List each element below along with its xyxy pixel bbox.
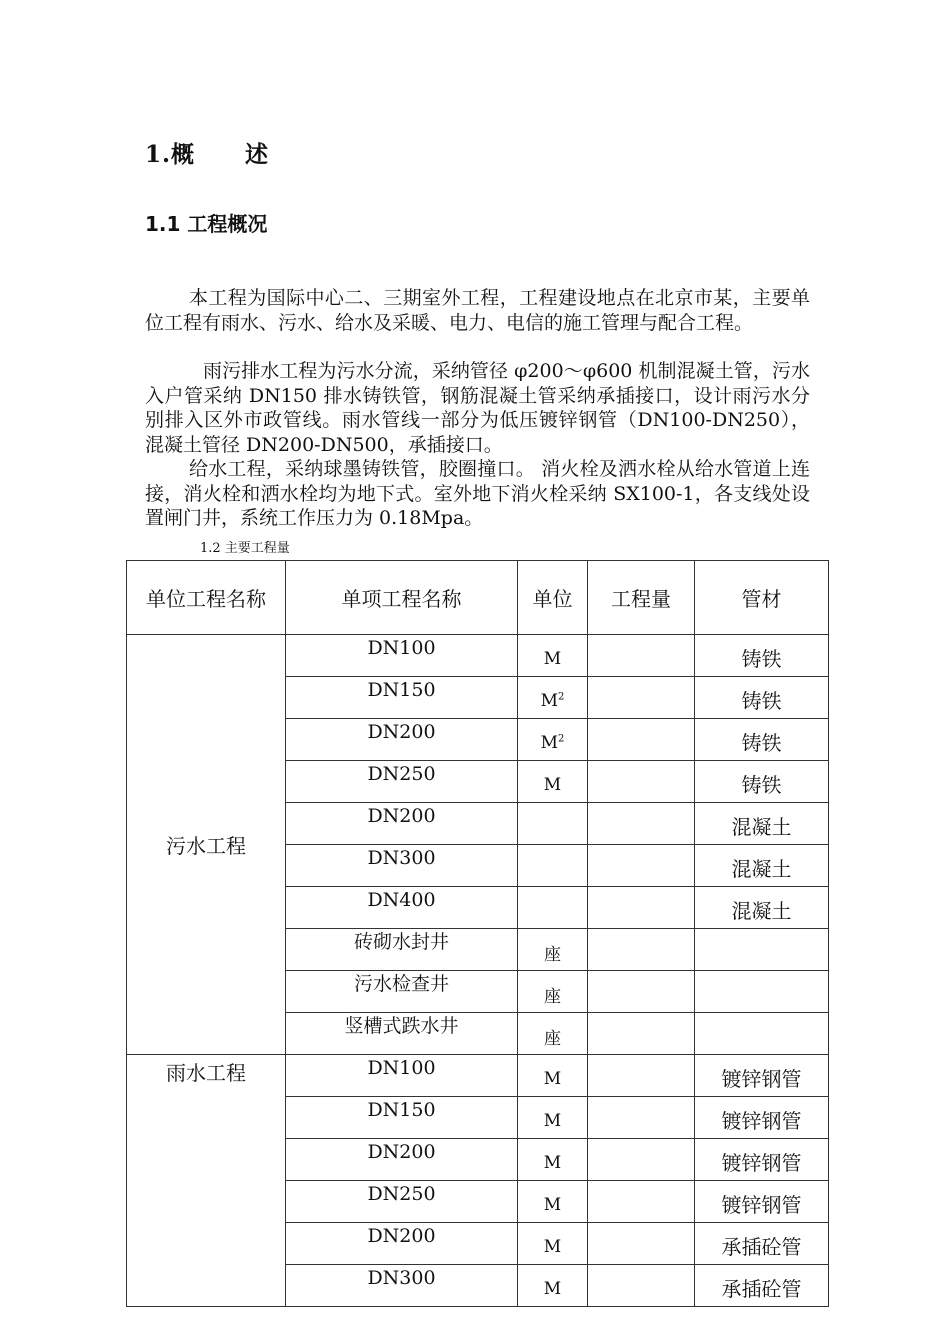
material-cell: 铸铁 bbox=[695, 719, 829, 761]
unit-superscript: 2 bbox=[558, 690, 565, 702]
material-cell: 混凝土 bbox=[695, 803, 829, 845]
material-cell bbox=[695, 971, 829, 1013]
column-header: 单项工程名称 bbox=[286, 561, 518, 635]
unit-cell bbox=[518, 1139, 588, 1181]
quantity-cell bbox=[588, 929, 695, 971]
quantity-cell bbox=[588, 1097, 695, 1139]
unit-text: 座 bbox=[544, 1029, 561, 1049]
group-name-cell: 污水工程 bbox=[127, 635, 286, 1055]
quantity-cell bbox=[588, 1181, 695, 1223]
quantity-cell bbox=[588, 1139, 695, 1181]
quantity-cell bbox=[588, 887, 695, 929]
item-cell: DN200 bbox=[286, 1139, 518, 1181]
item-cell: DN200 bbox=[286, 803, 518, 845]
item-cell: DN250 bbox=[286, 1181, 518, 1223]
item-cell: DN250 bbox=[286, 761, 518, 803]
column-header: 工程量 bbox=[588, 561, 695, 635]
unit-text: 座 bbox=[544, 945, 561, 965]
paragraph-drainage bbox=[145, 359, 810, 457]
unit-cell bbox=[518, 1181, 588, 1223]
quantity-cell bbox=[588, 971, 695, 1013]
table-caption: 1.2 主要工程量 bbox=[200, 541, 290, 556]
column-header: 管材 bbox=[695, 561, 829, 635]
unit-cell bbox=[518, 1097, 588, 1139]
unit-text: 座 bbox=[544, 987, 561, 1007]
unit-cell bbox=[518, 677, 588, 719]
material-cell: 铸铁 bbox=[695, 677, 829, 719]
column-header: 单位 bbox=[518, 561, 588, 635]
paragraph-text: 本工程为国际中心二、三期室外工程，工程建设地点在北京市某，主要单位工程有雨水、污水、给水及采暖、电力、电信的施工管理与配合工程。 bbox=[145, 287, 810, 334]
unit-text: M bbox=[543, 1194, 562, 1215]
unit-text: M bbox=[543, 648, 562, 669]
quantity-cell bbox=[588, 635, 695, 677]
paragraph-text: 给水工程，采纳球墨铸铁管，胶圈撞口。 消火栓及洒水栓从给水管道上连接，消火栓和洒水栓均为地下式。室外地下消火栓采纳 SX100-1，各支线处设置闸门井，系统工作压力为 0.18Mpa。 bbox=[145, 458, 810, 529]
paragraph-water-supply bbox=[145, 457, 810, 531]
subsection-heading: 1.1 工程概况 bbox=[145, 212, 268, 236]
unit-text: M bbox=[540, 690, 559, 711]
item-cell: DN300 bbox=[286, 845, 518, 887]
unit-cell bbox=[518, 845, 588, 887]
section-heading bbox=[145, 136, 269, 169]
table-row bbox=[127, 635, 829, 677]
table-row bbox=[127, 1055, 829, 1097]
item-cell: DN100 bbox=[286, 1055, 518, 1097]
unit-cell bbox=[518, 1013, 588, 1055]
quantity-cell bbox=[588, 1265, 695, 1307]
unit-text: M bbox=[543, 1068, 562, 1089]
unit-cell bbox=[518, 719, 588, 761]
unit-cell bbox=[518, 761, 588, 803]
quantity-cell bbox=[588, 719, 695, 761]
quantity-cell bbox=[588, 803, 695, 845]
material-cell: 承插砼管 bbox=[695, 1265, 829, 1307]
quantity-cell bbox=[588, 761, 695, 803]
quantities-table bbox=[126, 560, 829, 1307]
quantity-cell bbox=[588, 677, 695, 719]
material-cell: 镀锌钢管 bbox=[695, 1055, 829, 1097]
unit-text: M bbox=[543, 1152, 562, 1173]
section-number: 1. bbox=[145, 141, 172, 168]
paragraph-text: 雨污排水工程为污水分流，采纳管径 φ200～φ600 机制混凝土管，污水入户管采纳 DN150 排水铸铁管，钢筋混凝土管采纳承插接口，设计雨污水分别排入区外市政管线。雨水管线一部分为低压镀锌钢管（DN100-DN250），混凝土管径 DN200-DN500，承插接口。 bbox=[145, 360, 810, 456]
unit-text: M bbox=[543, 774, 562, 795]
unit-text: M bbox=[543, 1236, 562, 1257]
item-cell: DN200 bbox=[286, 719, 518, 761]
unit-text: M bbox=[540, 732, 559, 753]
unit-cell bbox=[518, 1055, 588, 1097]
paragraph-overview bbox=[145, 286, 810, 335]
item-cell: 砖砌水封井 bbox=[286, 929, 518, 971]
material-cell: 镀锌钢管 bbox=[695, 1097, 829, 1139]
material-cell bbox=[695, 1013, 829, 1055]
quantity-cell bbox=[588, 1055, 695, 1097]
material-cell: 混凝土 bbox=[695, 845, 829, 887]
unit-cell bbox=[518, 635, 588, 677]
unit-cell bbox=[518, 887, 588, 929]
item-cell: DN100 bbox=[286, 635, 518, 677]
material-cell: 铸铁 bbox=[695, 635, 829, 677]
item-cell: DN200 bbox=[286, 1223, 518, 1265]
table-header-row bbox=[127, 561, 829, 635]
unit-superscript: 2 bbox=[558, 732, 565, 744]
quantity-cell bbox=[588, 845, 695, 887]
material-cell: 铸铁 bbox=[695, 761, 829, 803]
unit-cell bbox=[518, 929, 588, 971]
unit-text: M bbox=[543, 1110, 562, 1131]
quantity-cell bbox=[588, 1013, 695, 1055]
item-cell: DN150 bbox=[286, 1097, 518, 1139]
material-cell: 镀锌钢管 bbox=[695, 1139, 829, 1181]
section-title-part-a: 概 bbox=[171, 141, 196, 168]
material-cell: 镀锌钢管 bbox=[695, 1181, 829, 1223]
unit-text: M bbox=[543, 1278, 562, 1299]
unit-cell bbox=[518, 803, 588, 845]
item-cell: DN300 bbox=[286, 1265, 518, 1307]
group-name-cell: 雨水工程 bbox=[127, 1055, 286, 1307]
item-cell: 竖槽式跌水井 bbox=[286, 1013, 518, 1055]
section-title-part-b: 述 bbox=[245, 141, 270, 168]
item-cell: DN400 bbox=[286, 887, 518, 929]
unit-cell bbox=[518, 971, 588, 1013]
unit-cell bbox=[518, 1265, 588, 1307]
column-header: 单位工程名称 bbox=[127, 561, 286, 635]
item-cell: DN150 bbox=[286, 677, 518, 719]
material-cell bbox=[695, 929, 829, 971]
material-cell: 混凝土 bbox=[695, 887, 829, 929]
material-cell: 承插砼管 bbox=[695, 1223, 829, 1265]
table-body bbox=[127, 635, 829, 1307]
item-cell: 污水检查井 bbox=[286, 971, 518, 1013]
quantity-cell bbox=[588, 1223, 695, 1265]
unit-cell bbox=[518, 1223, 588, 1265]
